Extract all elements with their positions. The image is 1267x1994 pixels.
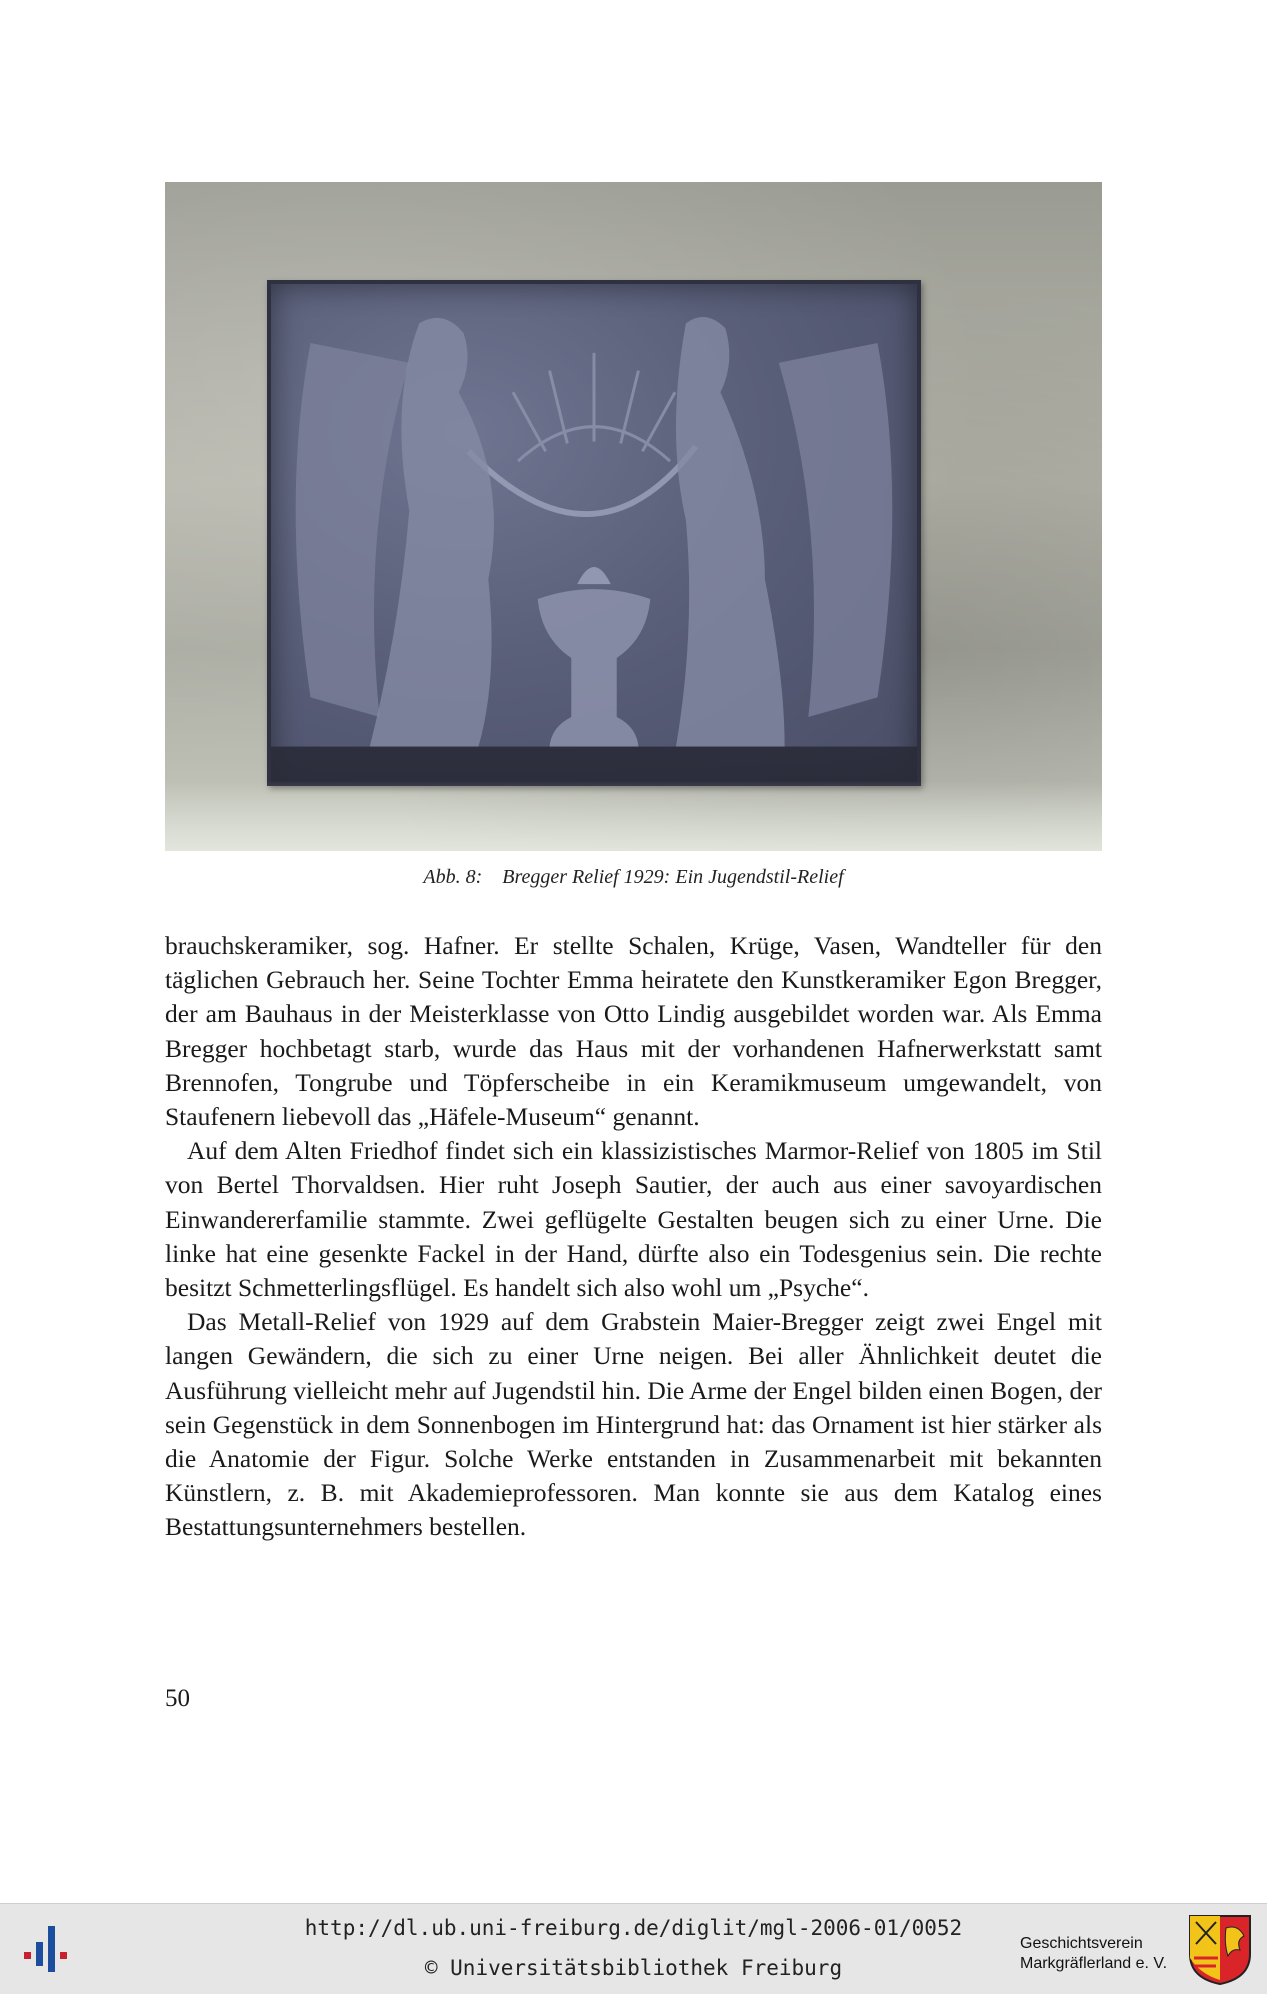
org-name-line2: Markgräflerland e. V. (1020, 1955, 1168, 1972)
body-text (165, 929, 1102, 1545)
footer-org-name (1020, 1934, 1167, 1974)
footer-url-link[interactable]: http://dl.ub.uni-freiburg.de/diglit/mgl-2006-01/0052 (304, 1916, 963, 1940)
relief-photo (165, 182, 1102, 851)
relief-plate (267, 280, 921, 786)
paragraph: Auf dem Alten Friedhof findet sich ein klassizistisches Marmor-Relief von 1805 im Stil von Bertel Thorvaldsen. Hier ruht Joseph Sautier, der auch aus einer savoyardischen Einwandererfamilie stammte. Zwei geflügelte Gestalten beugen sich zu einer Urne. Die linke hat eine gesenkte Fackel in der Hand, dürfte also ein Todesgenius sein. Die rechte besitzt Schmetterlingsflügel. Es handelt sich also wohl um „Psyche“. (165, 1136, 1102, 1303)
footer-copyright: © Universitätsbibliothek Freiburg (424, 1956, 843, 1980)
relief-illustration (271, 284, 917, 782)
org-name-line1: Geschichtsverein (1020, 1935, 1143, 1952)
paragraph: brauchskeramiker, sog. Hafner. Er stellte Schalen, Krüge, Vasen, Wandteller für den täglichen Gebrauch her. Seine Tochter Emma heiratete den Kunstkeramiker Egon Bregger, der am Bauhaus in der Meisterklasse von Otto Lindig ausgebildet worden war. Als Emma Bregger hochbetagt starb, wurde das Haus mit der vorhandenen Hafnerwerkstatt samt Brennofen, Tongrube und Töpferscheibe in ein Keramikmuseum umgewandelt, von Staufenern liebevoll das „Häfele-Museum“ genannt. (165, 931, 1102, 1132)
viewer-footer (0, 1903, 1267, 1994)
figure-caption (165, 866, 1102, 889)
caption-label: Abb. 8: (423, 866, 483, 888)
page-number: 50 (165, 1685, 190, 1712)
paragraph: Das Metall-Relief von 1929 auf dem Grabstein Maier-Bregger zeigt zwei Engel mit langen Gewändern, die sich zu einer Urne neigen. Bei aller Ähnlichkeit deutet die Ausführung vielleicht mehr auf Jugendstil hin. Die Arme der Engel bilden einen Bogen, der sein Gegenstück in dem Sonnenbogen im Hintergrund hat: das Ornament ist hier stärker als die Anatomie der Figur. Solche Werke entstanden in Zusammenarbeit mit bekannten Künstlern, z. B. mit Akademieprofessoren. Man konnte sie aus dem Katalog eines Bestattungsunternehmers bestellen. (165, 1307, 1102, 1542)
coat-of-arms-icon[interactable] (1188, 1914, 1252, 1986)
caption-text: Bregger Relief 1929: Ein Jugendstil-Relief (502, 866, 844, 888)
